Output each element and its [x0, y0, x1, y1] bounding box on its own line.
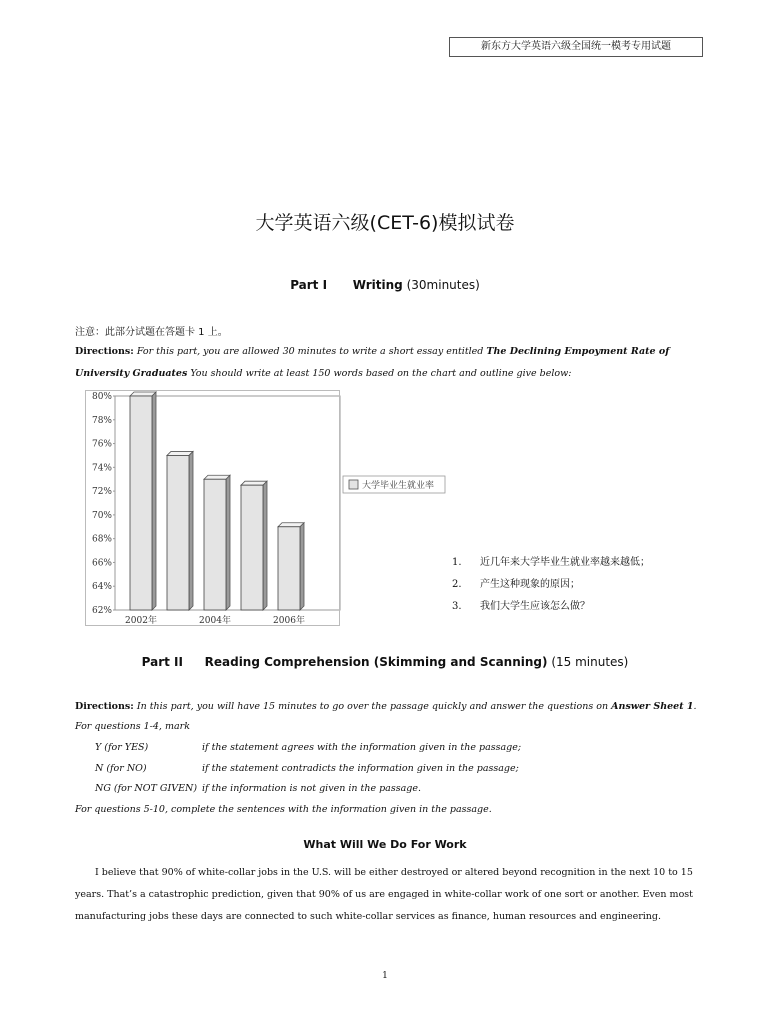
- bar-side: [300, 523, 304, 610]
- bar-side: [226, 475, 230, 610]
- bar-side: [263, 481, 267, 610]
- x-tick-label: 2006年: [273, 616, 305, 626]
- page-number: 1: [382, 971, 388, 981]
- y-tick-label: 72%: [91, 487, 112, 498]
- y-tick-label: 64%: [91, 582, 112, 593]
- bar: [204, 479, 226, 610]
- directions-text-a: For this part, you are allowed 30 minutes to write a short essay entitled: [136, 346, 484, 357]
- outline-item-1: [452, 553, 650, 568]
- directions-text-a: In this part, you will have 15 minutes to go over the passage quickly and answer the questions on: [136, 701, 609, 712]
- part1-time: (30minutes): [406, 278, 480, 292]
- part1-heading: [0, 278, 770, 292]
- reading-directions: [75, 696, 710, 718]
- mark-key-y: Y (for YES): [95, 742, 149, 753]
- mark-key-n: N (for NO): [95, 763, 147, 774]
- x-tick-label: 2002年: [125, 616, 157, 626]
- outline-text: 我们大学生应该怎么做？: [480, 601, 590, 612]
- bar-side: [189, 451, 193, 610]
- employment-rate-chart: [85, 390, 455, 630]
- outline-num: 1.: [452, 557, 462, 568]
- outline-item-3: [452, 597, 590, 612]
- directions-label: Directions:: [75, 346, 134, 357]
- part1-label: Part I: [290, 278, 328, 292]
- mark-desc-y: if the statement agrees with the information given in the passage;: [202, 742, 522, 753]
- y-tick-label: 80%: [91, 392, 112, 402]
- legend-label: 大学毕业生就业率: [362, 481, 435, 491]
- x-tick-label: 2004年: [199, 616, 231, 626]
- bar: [241, 485, 263, 610]
- passage-title: What Will We Do For Work: [303, 838, 467, 851]
- mark-desc-n: if the statement contradicts the information given in the passage;: [202, 763, 519, 774]
- mark-key-ng: NG (for NOT GIVEN): [95, 783, 198, 794]
- directions-label: Directions:: [75, 701, 134, 712]
- chart-svg: [85, 390, 455, 630]
- part2-time: (15 minutes): [551, 655, 629, 669]
- bar: [278, 527, 300, 610]
- y-tick-label: 70%: [91, 510, 112, 521]
- answer-sheet-notice: 注意：此部分试题在答题卡 1 上。: [75, 327, 228, 338]
- exam-header-box: 新东方大学英语六级全国统一模考专用试题: [449, 37, 703, 57]
- outline-num: 2.: [452, 579, 462, 590]
- questions-5-10-instruction: For questions 5-10, complete the sentences with the information given in the passage.: [75, 804, 492, 815]
- part2-heading: [0, 655, 770, 669]
- part1-name: Writing: [352, 278, 403, 292]
- directions-text-b: You should write at least 150 words based on the chart and outline give below:: [190, 368, 572, 379]
- y-tick-label: 62%: [91, 606, 112, 616]
- outline-text: 产生这种现象的原因；: [480, 579, 580, 590]
- mark-desc-ng: if the information is not given in the passage.: [202, 783, 421, 794]
- outline-text: 近几年来大学毕业生就业率越来越低；: [480, 557, 650, 568]
- legend-swatch: [349, 480, 358, 489]
- bar: [130, 396, 152, 610]
- y-tick-label: 74%: [91, 463, 112, 474]
- y-tick-label: 78%: [91, 415, 112, 426]
- y-tick-label: 66%: [91, 558, 112, 569]
- bar-side: [152, 392, 156, 610]
- writing-directions: [75, 341, 710, 385]
- bar: [167, 455, 189, 610]
- passage-paragraph-1: I believe that 90% of white-collar jobs in the U.S. will be either destroyed or altered beyond recognition in the next 10 to 15 years. That’s a catastrophic prediction, given that 90% of us are engaged in white-collar work of one sort or another. Even most manufacturing jobs these days are connected to such white-collar services as finance, human resources and engineering.: [75, 867, 693, 922]
- outline-item-2: [452, 575, 580, 590]
- y-tick-label: 76%: [91, 439, 112, 450]
- page-title: 大学英语六级(CET-6)模拟试卷: [255, 212, 515, 234]
- directions-text-b: .: [693, 701, 697, 712]
- essay-title: The Declining Empoyment Rate of University Graduates: [75, 346, 670, 379]
- part2-name: Reading Comprehension (Skimming and Scanning): [204, 655, 548, 669]
- outline-num: 3.: [452, 601, 462, 612]
- answer-sheet-ref: Answer Sheet 1: [611, 701, 694, 712]
- y-tick-label: 68%: [91, 534, 112, 545]
- questions-1-4-instruction: For questions 1-4, mark: [75, 721, 190, 732]
- part2-label: Part II: [141, 655, 183, 669]
